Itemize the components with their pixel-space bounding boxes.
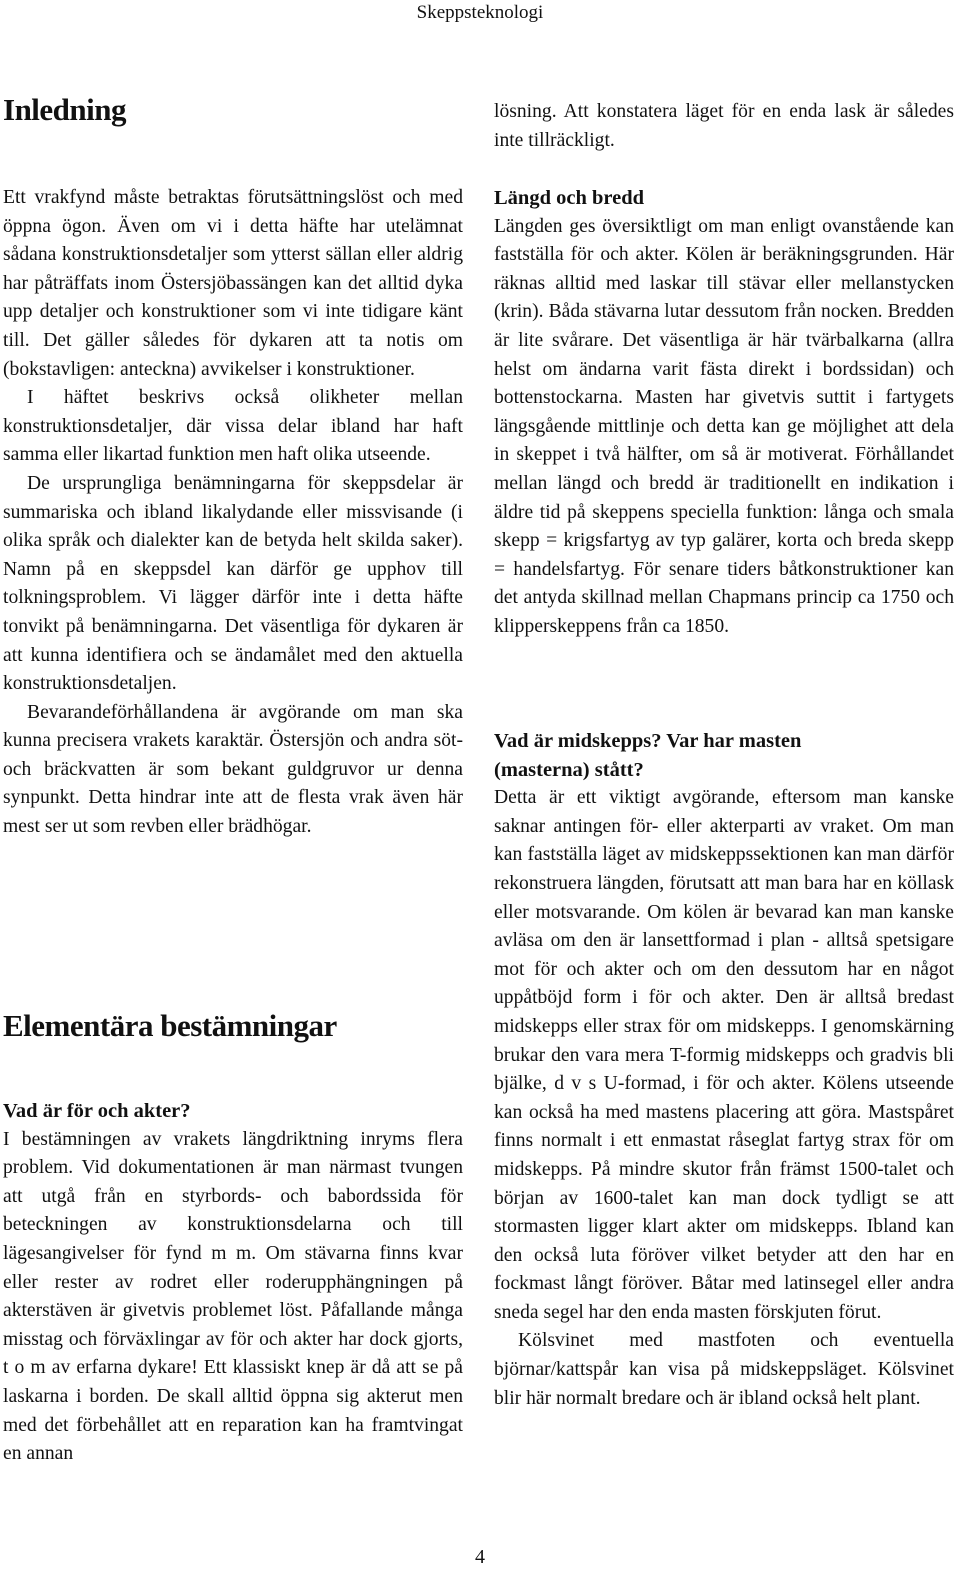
continuation-section xyxy=(494,98,954,155)
subheading-midskepps-line1: Vad är midskepps? Var har masten xyxy=(494,730,802,752)
running-head: Skeppsteknologi xyxy=(416,2,544,23)
heading-inledning: Inledning xyxy=(3,92,127,127)
intro-paragraph-3: De ursprungliga benämningarna för skeppsdelar är summariska och ibland likalydande eller missvisande (i olika språk och dialekter kan de betyda helt skilda saker). Namn på en skeppsdel kan därför ge upphov till tolkningsproblem. Vi lägger därför inte i detta häfte tonvikt på benämningarna. Det väsentliga för dykaren är att kunna identifiera och se ändamålet med den aktuella konstruktionsdetaljen. xyxy=(3,472,463,695)
for-akter-paragraph: I bestämningen av vrakets längdriktning inryms flera problem. Vid dokumentationen är man närmast tvungen att utgå från en styrbords- och babordssida för beteckningen av konstruktionsdelarna och till lägesangivelser för fynd m m. Om stävarna finns kvar eller rester av rodret eller roderupphängningen på akterstäven är givetvis problemet löst. Påfallande många misstag och förväxlingar av för och akter har dock gjorts, t o m av erfarna dykare! Ett klassiskt knep är då att se på laskarna i borden. De skall alltid öppna sig akterut men med det förbehållet att en reparation kan ha framtvingat en annan xyxy=(3,1128,463,1465)
midskepps-section xyxy=(494,727,954,1413)
langd-bredd-paragraph: Längden ges översiktligt om man enligt ovanstående kan fastställa för och akter. Kölen är beräkningsgrunden. Här räknas alltid med laskar till stävar eller mellanstycken (krin). Båda stävarna lutar dessutom från nocken. Bredden är lite svårare. Det väsentliga är här tvärbalkarna (allra helst om ändarna varit fästa direkt i bordssidan) och bottenstockarna. Masten har givetvis suttit i fartygets längsgående mittlinje och detta kan ge möjlighet att dela in skeppet i två hälfter, om så är motiverat. Förhållandet mellan längd och bredd är traditionellt en indikation i äldre tid på skeppens speciella funktion: långa och smala skepp = krigsfartyg av typ galärer, korta och breda skepp = handelsfartyg. För senare tiders båtkonstruktioner kan det antyda skillnad mellan Chapmans princip ca 1750 och klipperskeppens från ca 1850. xyxy=(494,215,954,637)
page-number: 4 xyxy=(475,1546,485,1568)
subheading-langd-bredd: Längd och bredd xyxy=(494,187,645,209)
intro-paragraph-1: Ett vrakfynd måste betraktas förutsättningslöst och med öppna ögon. Även om vi i detta häfte har utelämnat sådana konstruktionsdetaljer som ytterst sällan eller aldrig har påträffats inom Östersjöbassängen kan det alltid dyka upp detaljer och konstruktioner som vi inte tidigare känt till. Det gäller således för dykaren att ta notis om (bokstavligen: anteckna) avvikelser i konstruktioner. xyxy=(3,187,463,380)
for-akter-section xyxy=(3,1097,463,1469)
subheading-for-akter: Vad är för och akter? xyxy=(3,1100,191,1122)
midskepps-paragraph-1: Detta är ett viktigt avgörande, eftersom man kanske saknar antingen för- eller akterparti av vraket. Om man kan fastställa läget av midskeppssektionen kan man därför rekonstruera längden, förutsatt att man bara har en köllask eller motsvarande. Om kölen är bevarad kan man kanske avläsa om den är lansettformad i plan - alltså spetsigare mot för och akter och om den dessutom har en något uppåtböjd form i för och akter. Den är alltså bredast midskepps eller strax för om midskepps. I genomskärning brukar den vara mera T-formig midskepps och gradvis bli bjälke, d v s U-formad, i för och akter. Kölens utseende kan också ha med mastens placering att göra. Mastspåret finns normalt i ett enmastat råseglat fartyg strax för om midskepps. På mindre skutor från främst 1500-talet och början av 1600-talet kan man dock tydligt se att stormasten ligger klart akter om midskepps. Ibland kan den också luta föröver vilket betyder att den har en fockmast långt föröver. Båtar med latinsegel eller andra sneda segel har den enda masten förskjuten förut. xyxy=(494,787,954,1323)
intro-paragraph-4: Bevarandeförhållandena är avgörande om man ska kunna precisera vrakets karaktär. Östersjön och andra söt- och bräckvatten är som bekant guldgruvor ur denna synpunkt. Detta hindrar inte att de flesta vrak även här mest ser ut som revben eller brädhögar. xyxy=(3,701,463,838)
intro-paragraph-2: I häftet beskrivs också olikheter mellan konstruktionsdetaljer, där vissa delar ibland har haft samma eller likartad funktion men haft olika utseende. xyxy=(3,387,463,466)
continuation-paragraph: lösning. Att konstatera läget för en enda lask är således inte tillräckligt. xyxy=(494,101,954,151)
midskepps-paragraph-2: Kölsvinet med mastfoten och eventuella björnar/kattspår kan visa på midskeppsläget. Kölsvinet blir här normalt bredare och är ibland också helt plant. xyxy=(494,1330,954,1409)
subheading-midskepps-line2: (masterna) stått? xyxy=(494,758,644,781)
heading-elementara: Elementära bestämningar xyxy=(3,1008,337,1043)
intro-section xyxy=(3,184,463,842)
langd-bredd-section xyxy=(494,184,954,642)
